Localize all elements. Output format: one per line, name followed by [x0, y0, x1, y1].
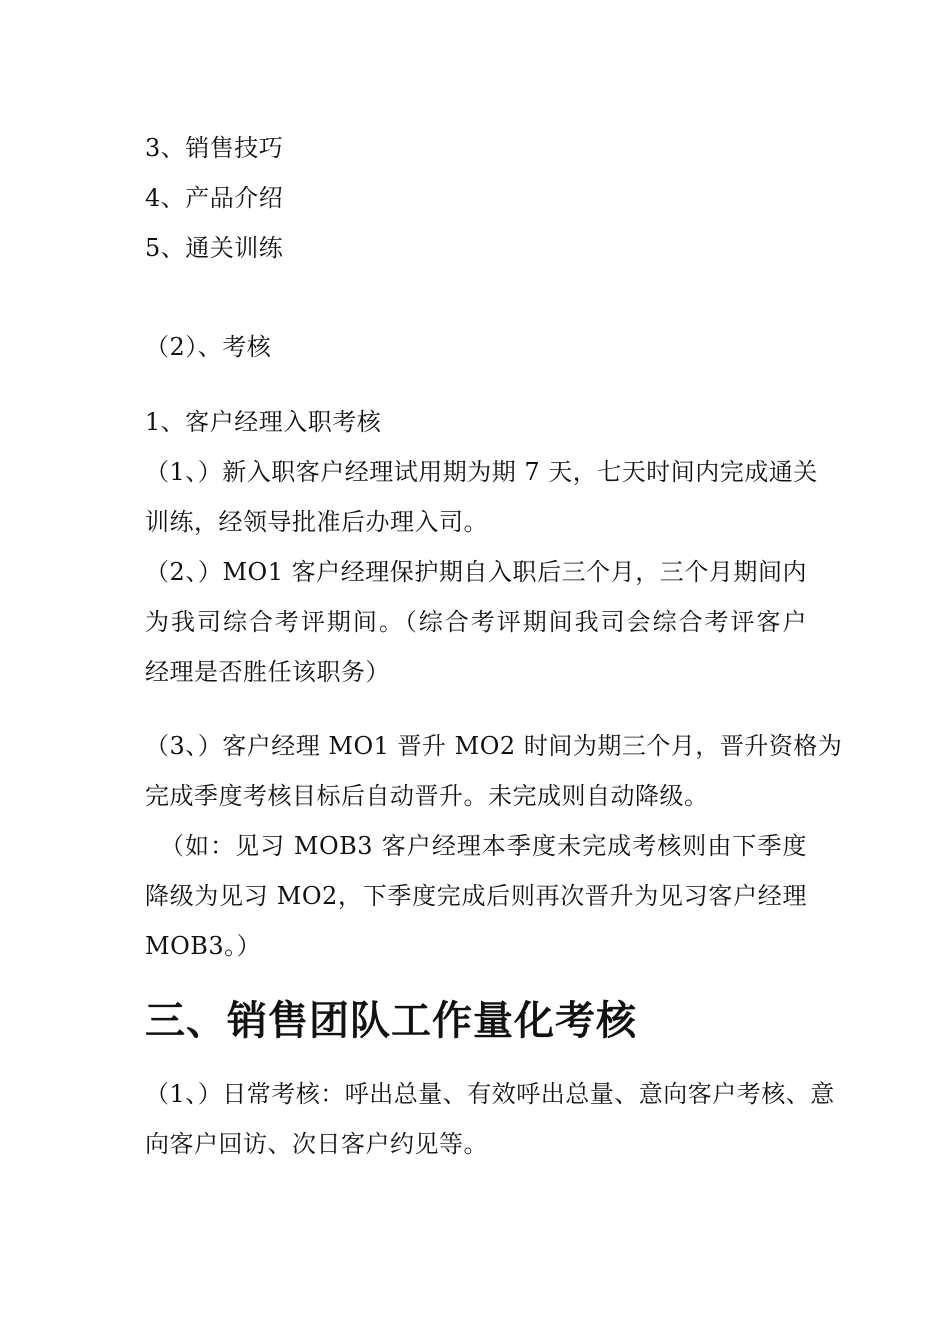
para1-line1: （1、）新入职客户经理试用期为期 7 天，七天时间内完成通关: [145, 458, 818, 486]
para3-line2: 完成季度考核目标后自动晋升。未完成则自动降级。: [145, 782, 709, 810]
para2-line2: 为我司综合考评期间。（综合考评期间我司会综合考评客户: [145, 608, 807, 636]
para2-line1: （2、）MO1 客户经理保护期自入职后三个月，三个月期间内: [145, 558, 807, 586]
para3-line1: （3、）客户经理 MO1 晋升 MO2 时间为期三个月，晋升资格为: [145, 732, 843, 760]
para4-line1: （1、）日常考核：呼出总量、有效呼出总量、意向客户考核、意: [145, 1080, 835, 1108]
para3-line5: MOB3。）: [145, 932, 262, 960]
section-heading-sales-team-quantified-assessment: 三、销售团队工作量化考核: [145, 997, 637, 1044]
sub-heading-onboarding-assessment: 1、客户经理入职考核: [145, 408, 382, 436]
para3-line4: 降级为见习 MO2，下季度完成后则再次晋升为见习客户经理: [145, 882, 807, 910]
list-item-sales-skills: 3、销售技巧: [145, 134, 284, 162]
para1-line2: 训练，经领导批准后办理入司。: [145, 508, 488, 536]
para4-line2: 向客户回访、次日客户约见等。: [145, 1130, 488, 1158]
para3-line3: （如：见习 MOB3 客户经理本季度未完成考核则由下季度: [160, 832, 807, 860]
list-item-product-intro: 4、产品介绍: [145, 184, 284, 212]
section-label-assessment: （2）、考核: [145, 333, 272, 361]
para2-line3: 经理是否胜任该职务）: [145, 658, 390, 686]
list-item-clearance-training: 5、通关训练: [145, 234, 284, 262]
